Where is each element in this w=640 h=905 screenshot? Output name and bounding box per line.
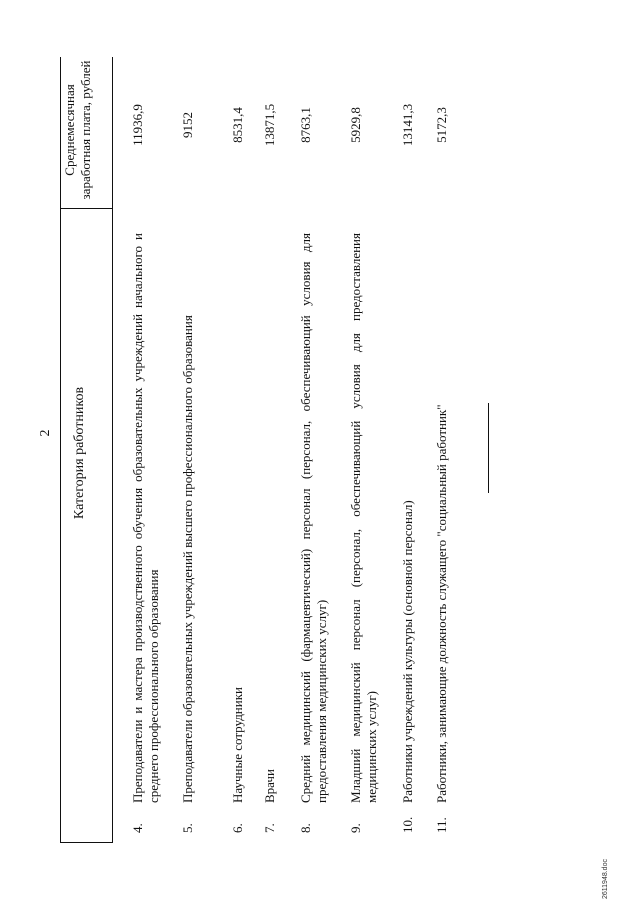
- table-row: [180, 0, 220, 905]
- row-number: 7.: [262, 823, 277, 833]
- row-salary: 9152: [180, 112, 195, 138]
- table-row: [348, 0, 388, 905]
- table-row: [434, 0, 474, 905]
- row-number: 9.: [348, 823, 363, 833]
- table-row: [130, 0, 170, 905]
- table-row: [262, 0, 302, 905]
- row-category: Врачи: [262, 769, 277, 803]
- page-number: 2: [38, 429, 53, 437]
- row-salary: 8531,4: [230, 107, 245, 143]
- row-salary: 5172,3: [434, 107, 449, 143]
- row-category: Работники, занимающие должность служащего "социальный работник": [434, 404, 449, 803]
- closing-divider: [488, 403, 489, 493]
- row-category: Преподаватели образовательных учреждений высшего профессионального образования: [180, 315, 195, 803]
- row-category: Младший медицинский персонал (персонал, обеспечивающий условия для предоставления медицинских услуг): [348, 233, 379, 803]
- header-salary: Среднемесячная заработная плата, рублей: [62, 60, 93, 200]
- table-top-border: [60, 57, 61, 843]
- table-left-border: [60, 842, 112, 843]
- table-header-border: [112, 57, 113, 843]
- row-salary: 11936,9: [130, 104, 145, 146]
- footer-filename: 2611948.doc: [602, 859, 609, 899]
- row-number: 6.: [230, 823, 245, 833]
- row-number: 11.: [434, 817, 449, 833]
- row-category: Средний медицинский (фармацевтический) персонал (персонал, обеспечивающий условия для предоставления медицинских услуг): [298, 233, 329, 803]
- row-salary: 5929,8: [348, 107, 363, 143]
- row-number: 5.: [180, 823, 195, 833]
- row-category: Научные сотрудники: [230, 687, 245, 803]
- row-salary: 13141,3: [400, 103, 415, 147]
- header-category: Категория работников: [72, 386, 87, 520]
- row-number: 4.: [130, 823, 145, 833]
- table-row: [298, 0, 338, 905]
- row-salary: 8763,1: [298, 107, 313, 143]
- row-salary: 13871,5: [262, 103, 277, 147]
- row-category: Работники учреждений культуры (основной персонал): [400, 500, 415, 803]
- row-number: 8.: [298, 823, 313, 833]
- row-number: 10.: [400, 816, 415, 833]
- row-category: Преподаватели и мастера производственного обучения образовательных учреждений начального и среднего профессионального образования: [130, 233, 161, 803]
